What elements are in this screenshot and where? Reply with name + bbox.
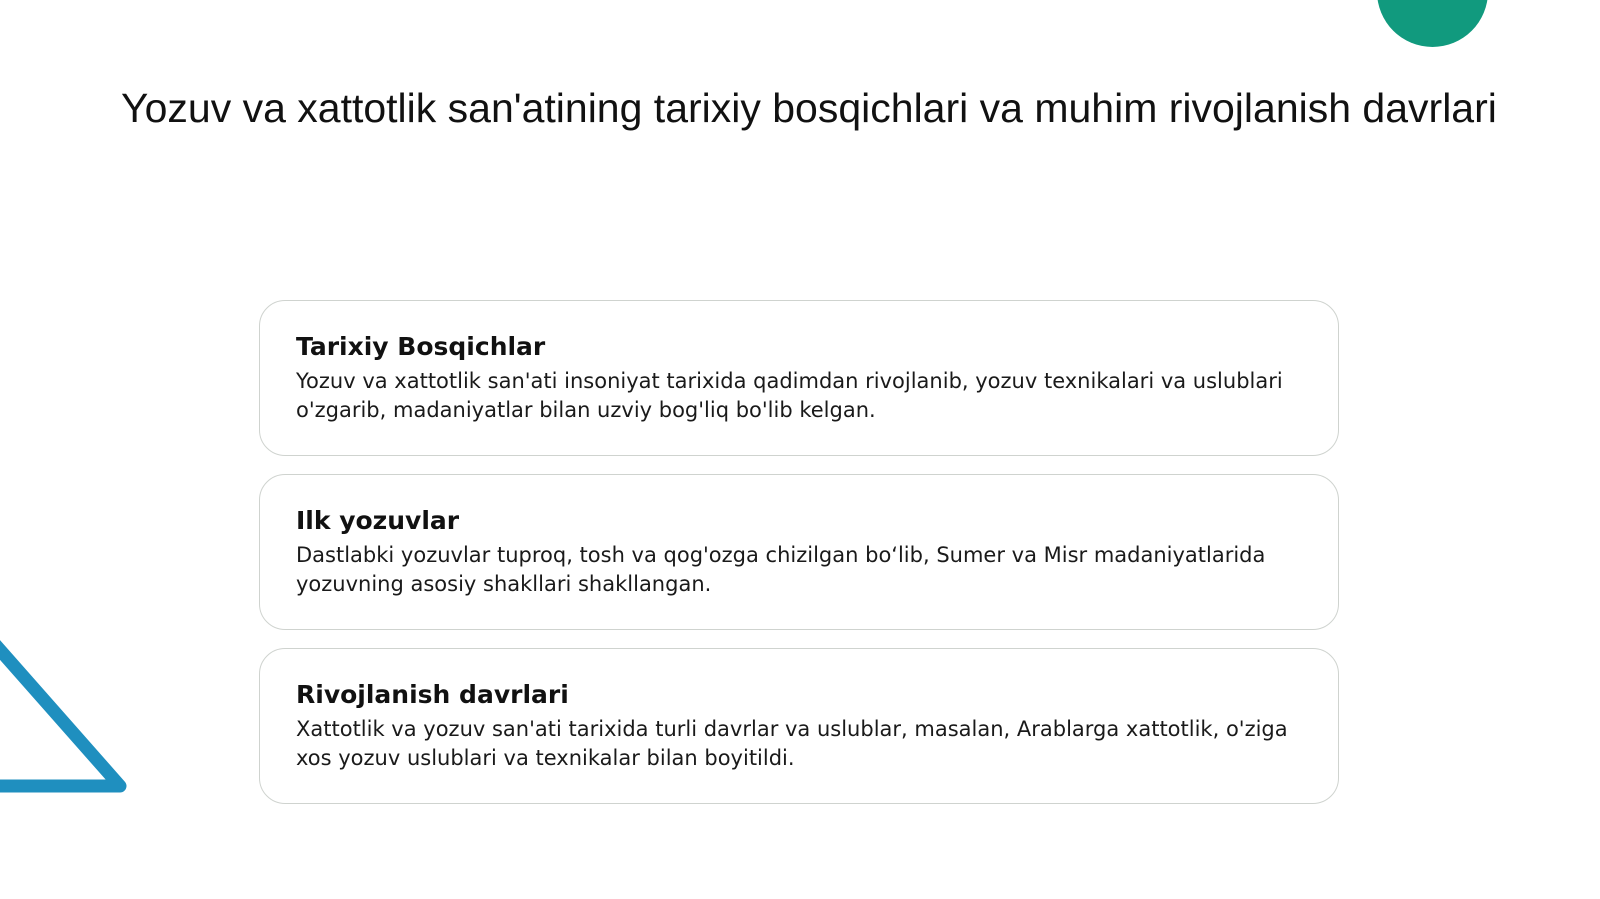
slide-title: Yozuv va xattotlik san'atining tarixiy bosqichlari va muhim rivojlanish davrlari [121,85,1497,131]
green-circle-decoration-icon [1377,0,1488,47]
card-text: Dastlabki yozuvlar tuproq, tosh va qog'ozga chizilgan bo‘lib, Sumer va Misr madaniyatlarida yozuvning asosiy shakllari shakllangan. [296,543,1266,596]
card-title: Tarixiy Bosqichlar [296,332,546,361]
card-development-periods [259,648,1339,804]
card-title: Ilk yozuvlar [296,506,460,535]
card-early-writings [259,474,1339,630]
card-text: Yozuv va xattotlik san'ati insoniyat tarixida qadimdan rivojlanib, yozuv texnikalari va uslublari o'zgarib, madaniyatlar bilan uzviy bog'liq bo'lib kelgan. [296,369,1283,422]
triangle-outline-shape [0,582,120,786]
card-historical-stages [259,300,1339,456]
card-text: Xattotlik va yozuv san'ati tarixida turli davrlar va uslublar, masalan, Arablarga xattotlik, o'ziga xos yozuv uslublari va texnikalar bilan boyitildi. [296,717,1288,770]
blue-triangle-outline-icon [0,560,140,820]
card-title: Rivojlanish davrlari [296,680,569,709]
